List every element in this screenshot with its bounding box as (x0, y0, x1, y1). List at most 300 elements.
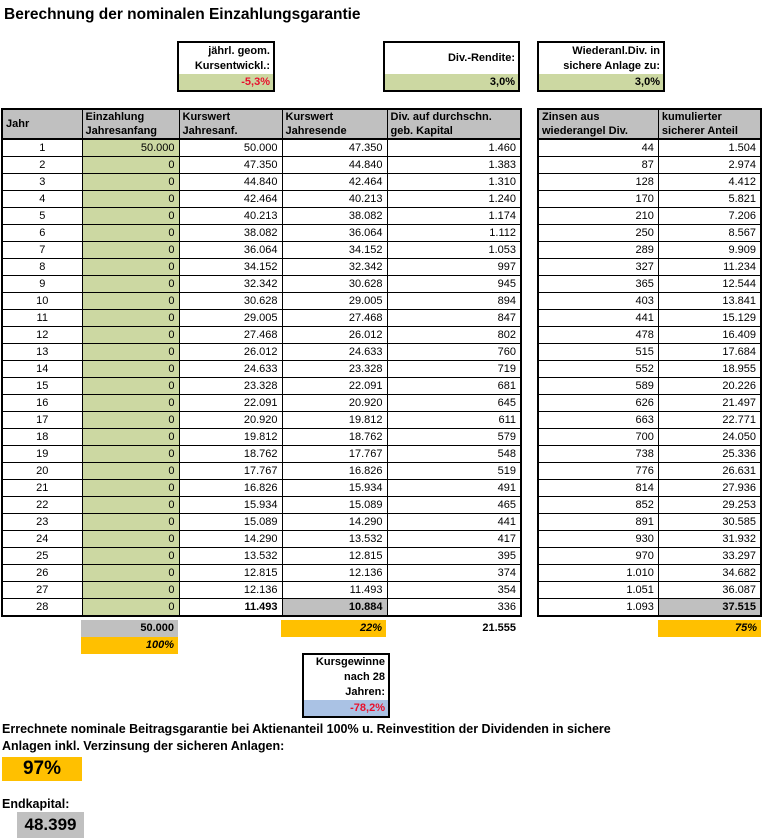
cell-einzahlung[interactable]: 0 (82, 514, 179, 531)
cell-dividende: 681 (387, 378, 521, 395)
col-header-label: geb. Kapital (390, 125, 453, 137)
cell-dividende: 491 (387, 480, 521, 497)
table-row-jahr-2 (2, 157, 521, 174)
cell-zinsen: 441 (538, 310, 658, 327)
cell-zinsen: 891 (538, 514, 658, 531)
table-row-jahr-26 (2, 565, 521, 582)
cell-kurswert-ende: 32.342 (282, 259, 387, 276)
cell-dividende: 1.383 (387, 157, 521, 174)
cell-jahr: 4 (2, 191, 82, 208)
param-label-line: jährl. geom. (208, 44, 270, 57)
table-row-jahr-21 (538, 480, 761, 497)
table-row-jahr-22 (538, 497, 761, 514)
cell-kurswert-ende: 34.152 (282, 242, 387, 259)
summary-einzahlung-sum: 50.000 (81, 620, 178, 637)
cell-dividende: 336 (387, 599, 521, 617)
cell-dividende: 997 (387, 259, 521, 276)
cell-dividende: 395 (387, 548, 521, 565)
cell-kurswert-anfang: 30.628 (179, 293, 282, 310)
cell-jahr: 12 (2, 327, 82, 344)
cell-dividende: 719 (387, 361, 521, 378)
col-header-label: kumulierter (661, 111, 722, 123)
cell-zinsen: 327 (538, 259, 658, 276)
table-row-jahr-13 (538, 344, 761, 361)
cell-einzahlung[interactable]: 50.000 (82, 139, 179, 157)
cell-kurswert-ende: 40.213 (282, 191, 387, 208)
cell-kumuliert: 18.955 (658, 361, 761, 378)
param-label-line: Wiederanl.Div. in (572, 44, 660, 57)
col-header-kumuliert (658, 109, 761, 139)
cell-dividende: 802 (387, 327, 521, 344)
cell-dividende: 354 (387, 582, 521, 599)
table-row-jahr-19 (2, 446, 521, 463)
cell-dividende: 945 (387, 276, 521, 293)
table-row-jahr-3 (538, 174, 761, 191)
table-row-jahr-18 (2, 429, 521, 446)
table-row-jahr-8 (2, 259, 521, 276)
cell-zinsen: 776 (538, 463, 658, 480)
table-row-jahr-9 (2, 276, 521, 293)
cell-kurswert-ende: 17.767 (282, 446, 387, 463)
table-row-jahr-10 (2, 293, 521, 310)
param-label-line: Div.-Rendite: (447, 52, 515, 64)
cell-kumuliert: 13.841 (658, 293, 761, 310)
param-value-div-rendite[interactable]: 3,0% (385, 74, 518, 90)
cell-jahr: 24 (2, 531, 82, 548)
cell-kurswert-ende: 47.350 (282, 139, 387, 157)
cell-kumuliert: 25.336 (658, 446, 761, 463)
cell-einzahlung[interactable]: 0 (82, 276, 179, 293)
col-header-kurswert-anfang (179, 109, 282, 139)
cell-zinsen: 814 (538, 480, 658, 497)
table-row-jahr-4 (2, 191, 521, 208)
cell-zinsen: 365 (538, 276, 658, 293)
cell-kumuliert: 20.226 (658, 378, 761, 395)
cell-jahr: 18 (2, 429, 82, 446)
cell-kumuliert: 9.909 (658, 242, 761, 259)
cell-kumuliert: 12.544 (658, 276, 761, 293)
table-row-jahr-24 (2, 531, 521, 548)
cell-einzahlung[interactable]: 0 (82, 174, 179, 191)
kursgewinne-label-line: Kursgewinne (315, 656, 385, 668)
cell-kurswert-anfang: 32.342 (179, 276, 282, 293)
main-table-left (1, 108, 522, 617)
cell-kurswert-anfang: 15.089 (179, 514, 282, 531)
cell-kurswert-anfang: 13.532 (179, 548, 282, 565)
cell-kurswert-ende: 27.468 (282, 310, 387, 327)
table-row-jahr-17 (538, 412, 761, 429)
cell-kumuliert: 36.087 (658, 582, 761, 599)
cell-einzahlung[interactable]: 0 (82, 582, 179, 599)
cell-dividende: 760 (387, 344, 521, 361)
kursgewinne-value: -78,2% (304, 700, 388, 716)
table-row-jahr-17 (2, 412, 521, 429)
table-row-jahr-11 (538, 310, 761, 327)
table-row-jahr-21 (2, 480, 521, 497)
cell-kumuliert: 21.497 (658, 395, 761, 412)
col-header-label: Jahresende (285, 125, 347, 137)
cell-zinsen: 210 (538, 208, 658, 225)
cell-kurswert-ende: 11.493 (282, 582, 387, 599)
cell-kumuliert: 31.932 (658, 531, 761, 548)
cell-dividende: 1.310 (387, 174, 521, 191)
table-row-jahr-28 (2, 599, 521, 617)
cell-einzahlung[interactable]: 0 (82, 548, 179, 565)
col-header-label: Jahr (6, 118, 30, 130)
cell-dividende: 847 (387, 310, 521, 327)
cell-kumuliert: 15.129 (658, 310, 761, 327)
cell-kumuliert: 11.234 (658, 259, 761, 276)
cell-kumuliert: 34.682 (658, 565, 761, 582)
cell-kumuliert: 33.297 (658, 548, 761, 565)
col-header-label: Jahresanf. (182, 125, 238, 137)
cell-kumuliert: 8.567 (658, 225, 761, 242)
cell-dividende: 1.112 (387, 225, 521, 242)
col-header-jahr (2, 109, 82, 139)
table-row-jahr-20 (538, 463, 761, 480)
cell-einzahlung[interactable]: 0 (82, 191, 179, 208)
cell-dividende: 579 (387, 429, 521, 446)
cell-jahr: 7 (2, 242, 82, 259)
cell-einzahlung[interactable]: 0 (82, 208, 179, 225)
cell-kurswert-anfang: 19.812 (179, 429, 282, 446)
cell-kumuliert: 29.253 (658, 497, 761, 514)
cell-jahr: 27 (2, 582, 82, 599)
cell-einzahlung[interactable]: 0 (82, 259, 179, 276)
cell-kumuliert: 37.515 (658, 599, 761, 617)
cell-dividende: 1.174 (387, 208, 521, 225)
cell-zinsen: 552 (538, 361, 658, 378)
cell-kumuliert: 30.585 (658, 514, 761, 531)
table-row-jahr-5 (538, 208, 761, 225)
table-row-jahr-11 (2, 310, 521, 327)
cell-einzahlung[interactable]: 0 (82, 157, 179, 174)
cell-dividende: 417 (387, 531, 521, 548)
col-header-dividende (387, 109, 521, 139)
cell-dividende: 645 (387, 395, 521, 412)
cell-kurswert-ende: 44.840 (282, 157, 387, 174)
cell-einzahlung[interactable]: 0 (82, 446, 179, 463)
cell-kurswert-anfang: 38.082 (179, 225, 282, 242)
kursgewinne-box (302, 653, 390, 718)
cell-zinsen: 289 (538, 242, 658, 259)
cell-kurswert-ende: 26.012 (282, 327, 387, 344)
cell-jahr: 28 (2, 599, 82, 617)
garantie-description (2, 721, 722, 755)
param-value-kursentwicklung[interactable]: -5,3% (179, 74, 273, 90)
summary-kumuliert-percent: 75% (658, 620, 761, 637)
table-row-jahr-1 (2, 139, 521, 157)
cell-zinsen: 1.010 (538, 565, 658, 582)
cell-zinsen: 663 (538, 412, 658, 429)
kursgewinne-label-line: nach 28 Jahren: (344, 671, 385, 698)
cell-kurswert-anfang: 26.012 (179, 344, 282, 361)
cell-zinsen: 250 (538, 225, 658, 242)
cell-zinsen: 1.093 (538, 599, 658, 617)
col-header-label: wiederangel Div. (542, 125, 628, 137)
table-row-jahr-5 (2, 208, 521, 225)
summary-einzahlung-percent: 100% (81, 637, 178, 654)
cell-jahr: 26 (2, 565, 82, 582)
table-row-jahr-20 (2, 463, 521, 480)
cell-einzahlung[interactable]: 0 (82, 531, 179, 548)
header-row (538, 109, 761, 139)
cell-zinsen: 626 (538, 395, 658, 412)
cell-kurswert-anfang: 27.468 (179, 327, 282, 344)
cell-zinsen: 403 (538, 293, 658, 310)
cell-jahr: 11 (2, 310, 82, 327)
cell-zinsen: 970 (538, 548, 658, 565)
cell-zinsen: 930 (538, 531, 658, 548)
cell-zinsen: 852 (538, 497, 658, 514)
col-header-label: Einzahlung (85, 111, 145, 123)
cell-kurswert-ende: 24.633 (282, 344, 387, 361)
cell-kurswert-ende: 29.005 (282, 293, 387, 310)
cell-jahr: 9 (2, 276, 82, 293)
endkapital-label: Endkapital: (2, 797, 70, 811)
cell-jahr: 2 (2, 157, 82, 174)
cell-kumuliert: 2.974 (658, 157, 761, 174)
cell-kurswert-anfang: 50.000 (179, 139, 282, 157)
table-row-jahr-1 (538, 139, 761, 157)
cell-kumuliert: 27.936 (658, 480, 761, 497)
summary-dividende-sum: 21.555 (482, 622, 516, 634)
table-row-jahr-26 (538, 565, 761, 582)
cell-kurswert-anfang: 34.152 (179, 259, 282, 276)
cell-kurswert-anfang: 24.633 (179, 361, 282, 378)
cell-einzahlung[interactable]: 0 (82, 310, 179, 327)
cell-jahr: 13 (2, 344, 82, 361)
cell-einzahlung[interactable]: 0 (82, 293, 179, 310)
col-header-einzahlung (82, 109, 179, 139)
param-value-wiederanlage[interactable]: 3,0% (539, 74, 663, 90)
table-row-jahr-7 (538, 242, 761, 259)
cell-einzahlung[interactable]: 0 (82, 327, 179, 344)
cell-kurswert-ende: 38.082 (282, 208, 387, 225)
cell-jahr: 25 (2, 548, 82, 565)
cell-zinsen: 589 (538, 378, 658, 395)
cell-kurswert-ende: 42.464 (282, 174, 387, 191)
cell-kumuliert: 17.684 (658, 344, 761, 361)
cell-jahr: 21 (2, 480, 82, 497)
cell-kurswert-anfang: 17.767 (179, 463, 282, 480)
table-row-jahr-3 (2, 174, 521, 191)
cell-zinsen: 87 (538, 157, 658, 174)
cell-zinsen: 44 (538, 139, 658, 157)
table-row-jahr-18 (538, 429, 761, 446)
cell-kumuliert: 24.050 (658, 429, 761, 446)
table-row-jahr-22 (2, 497, 521, 514)
cell-einzahlung[interactable]: 0 (82, 344, 179, 361)
table-row-jahr-14 (2, 361, 521, 378)
cell-kurswert-ende: 12.815 (282, 548, 387, 565)
cell-kumuliert: 26.631 (658, 463, 761, 480)
cell-jahr: 17 (2, 412, 82, 429)
table-row-jahr-19 (538, 446, 761, 463)
cell-kurswert-ende: 16.826 (282, 463, 387, 480)
cell-kurswert-anfang: 18.762 (179, 446, 282, 463)
table-row-jahr-27 (2, 582, 521, 599)
cell-kumuliert: 22.771 (658, 412, 761, 429)
table-row-jahr-6 (538, 225, 761, 242)
cell-jahr: 15 (2, 378, 82, 395)
cell-kumuliert: 7.206 (658, 208, 761, 225)
cell-zinsen: 700 (538, 429, 658, 446)
cell-kumuliert: 16.409 (658, 327, 761, 344)
cell-einzahlung[interactable]: 0 (82, 480, 179, 497)
cell-kurswert-ende: 18.762 (282, 429, 387, 446)
cell-einzahlung[interactable]: 0 (82, 497, 179, 514)
table-row-jahr-16 (538, 395, 761, 412)
cell-kurswert-ende: 14.290 (282, 514, 387, 531)
cell-kurswert-ende: 13.532 (282, 531, 387, 548)
garantie-description-line: Errechnete nominale Beitragsgarantie bei Aktienanteil 100% u. Reinvestition der Dividenden in sichere (2, 722, 611, 736)
col-header-kurswert-ende (282, 109, 387, 139)
cell-kurswert-ende: 10.884 (282, 599, 387, 617)
col-header-label: Kurswert (182, 111, 231, 123)
cell-einzahlung[interactable]: 0 (82, 429, 179, 446)
cell-dividende: 1.053 (387, 242, 521, 259)
table-row-jahr-13 (2, 344, 521, 361)
cell-zinsen: 128 (538, 174, 658, 191)
page-title: Berechnung der nominalen Einzahlungsgarantie (4, 6, 361, 23)
cell-einzahlung[interactable]: 0 (82, 463, 179, 480)
table-row-jahr-15 (538, 378, 761, 395)
col-header-label: Jahresanfang (85, 125, 158, 137)
cell-kurswert-ende: 15.089 (282, 497, 387, 514)
table-row-jahr-16 (2, 395, 521, 412)
cell-kurswert-anfang: 12.136 (179, 582, 282, 599)
cell-kurswert-anfang: 11.493 (179, 599, 282, 617)
garantie-description-line: Anlagen inkl. Verzinsung der sicheren Anlagen: (2, 739, 285, 753)
cell-dividende: 1.460 (387, 139, 521, 157)
col-header-label: Zinsen aus (542, 111, 600, 123)
table-row-jahr-25 (2, 548, 521, 565)
cell-kurswert-ende: 15.934 (282, 480, 387, 497)
cell-einzahlung[interactable]: 0 (82, 565, 179, 582)
cell-dividende: 611 (387, 412, 521, 429)
cell-kurswert-ende: 20.920 (282, 395, 387, 412)
cell-jahr: 16 (2, 395, 82, 412)
param-box-div-rendite (383, 41, 520, 92)
cell-dividende: 894 (387, 293, 521, 310)
table-row-jahr-12 (2, 327, 521, 344)
cell-kurswert-anfang: 14.290 (179, 531, 282, 548)
header-row (2, 109, 521, 139)
cell-kurswert-anfang: 15.934 (179, 497, 282, 514)
cell-dividende: 548 (387, 446, 521, 463)
col-header-label: Kurswert (285, 111, 334, 123)
summary-kursende-percent: 22% (281, 620, 386, 637)
table-row-jahr-27 (538, 582, 761, 599)
table-row-jahr-2 (538, 157, 761, 174)
cell-kurswert-anfang: 12.815 (179, 565, 282, 582)
table-row-jahr-28 (538, 599, 761, 617)
main-table-right (537, 108, 762, 617)
cell-zinsen: 478 (538, 327, 658, 344)
cell-jahr: 22 (2, 497, 82, 514)
table-row-jahr-8 (538, 259, 761, 276)
cell-kurswert-ende: 22.091 (282, 378, 387, 395)
cell-kurswert-anfang: 29.005 (179, 310, 282, 327)
cell-einzahlung[interactable]: 0 (82, 361, 179, 378)
endkapital-value: 48.399 (17, 812, 84, 838)
table-row-jahr-23 (2, 514, 521, 531)
cell-einzahlung[interactable]: 0 (82, 395, 179, 412)
cell-dividende: 519 (387, 463, 521, 480)
cell-kurswert-anfang: 44.840 (179, 174, 282, 191)
param-box-kursentwicklung (177, 41, 275, 92)
cell-dividende: 374 (387, 565, 521, 582)
cell-jahr: 14 (2, 361, 82, 378)
table-row-jahr-9 (538, 276, 761, 293)
cell-kurswert-ende: 30.628 (282, 276, 387, 293)
cell-kumuliert: 4.412 (658, 174, 761, 191)
cell-einzahlung[interactable]: 0 (82, 225, 179, 242)
param-label-line: sichere Anlage zu: (563, 59, 660, 72)
table-row-jahr-6 (2, 225, 521, 242)
param-box-wiederanlage (537, 41, 665, 92)
cell-zinsen: 738 (538, 446, 658, 463)
cell-zinsen: 170 (538, 191, 658, 208)
cell-jahr: 20 (2, 463, 82, 480)
cell-einzahlung[interactable]: 0 (82, 412, 179, 429)
cell-kurswert-anfang: 20.920 (179, 412, 282, 429)
cell-dividende: 1.240 (387, 191, 521, 208)
table-row-jahr-15 (2, 378, 521, 395)
cell-kurswert-ende: 12.136 (282, 565, 387, 582)
col-header-label: Div. auf durchschn. (390, 111, 492, 123)
cell-kurswert-anfang: 16.826 (179, 480, 282, 497)
param-label-line: Kursentwickl.: (194, 59, 270, 72)
cell-jahr: 3 (2, 174, 82, 191)
cell-kurswert-anfang: 36.064 (179, 242, 282, 259)
cell-kurswert-ende: 23.328 (282, 361, 387, 378)
cell-einzahlung[interactable]: 0 (82, 599, 179, 617)
col-header-zinsen (538, 109, 658, 139)
cell-kurswert-ende: 36.064 (282, 225, 387, 242)
table-row-jahr-7 (2, 242, 521, 259)
cell-einzahlung[interactable]: 0 (82, 242, 179, 259)
cell-kurswert-ende: 19.812 (282, 412, 387, 429)
cell-kurswert-anfang: 40.213 (179, 208, 282, 225)
table-row-jahr-4 (538, 191, 761, 208)
cell-jahr: 10 (2, 293, 82, 310)
param-label-area (385, 43, 518, 74)
cell-jahr: 23 (2, 514, 82, 531)
cell-jahr: 19 (2, 446, 82, 463)
table-row-jahr-23 (538, 514, 761, 531)
param-label-area (539, 43, 663, 74)
cell-jahr: 1 (2, 139, 82, 157)
table-row-jahr-24 (538, 531, 761, 548)
cell-jahr: 8 (2, 259, 82, 276)
table-row-jahr-12 (538, 327, 761, 344)
garantie-percent-value: 97% (2, 757, 82, 781)
cell-kumuliert: 1.504 (658, 139, 761, 157)
cell-dividende: 441 (387, 514, 521, 531)
table-row-jahr-14 (538, 361, 761, 378)
table-row-jahr-10 (538, 293, 761, 310)
param-label-area (179, 43, 273, 74)
cell-einzahlung[interactable]: 0 (82, 378, 179, 395)
cell-zinsen: 1.051 (538, 582, 658, 599)
cell-kurswert-anfang: 23.328 (179, 378, 282, 395)
cell-kurswert-anfang: 22.091 (179, 395, 282, 412)
cell-kumuliert: 5.821 (658, 191, 761, 208)
cell-dividende: 465 (387, 497, 521, 514)
cell-zinsen: 515 (538, 344, 658, 361)
